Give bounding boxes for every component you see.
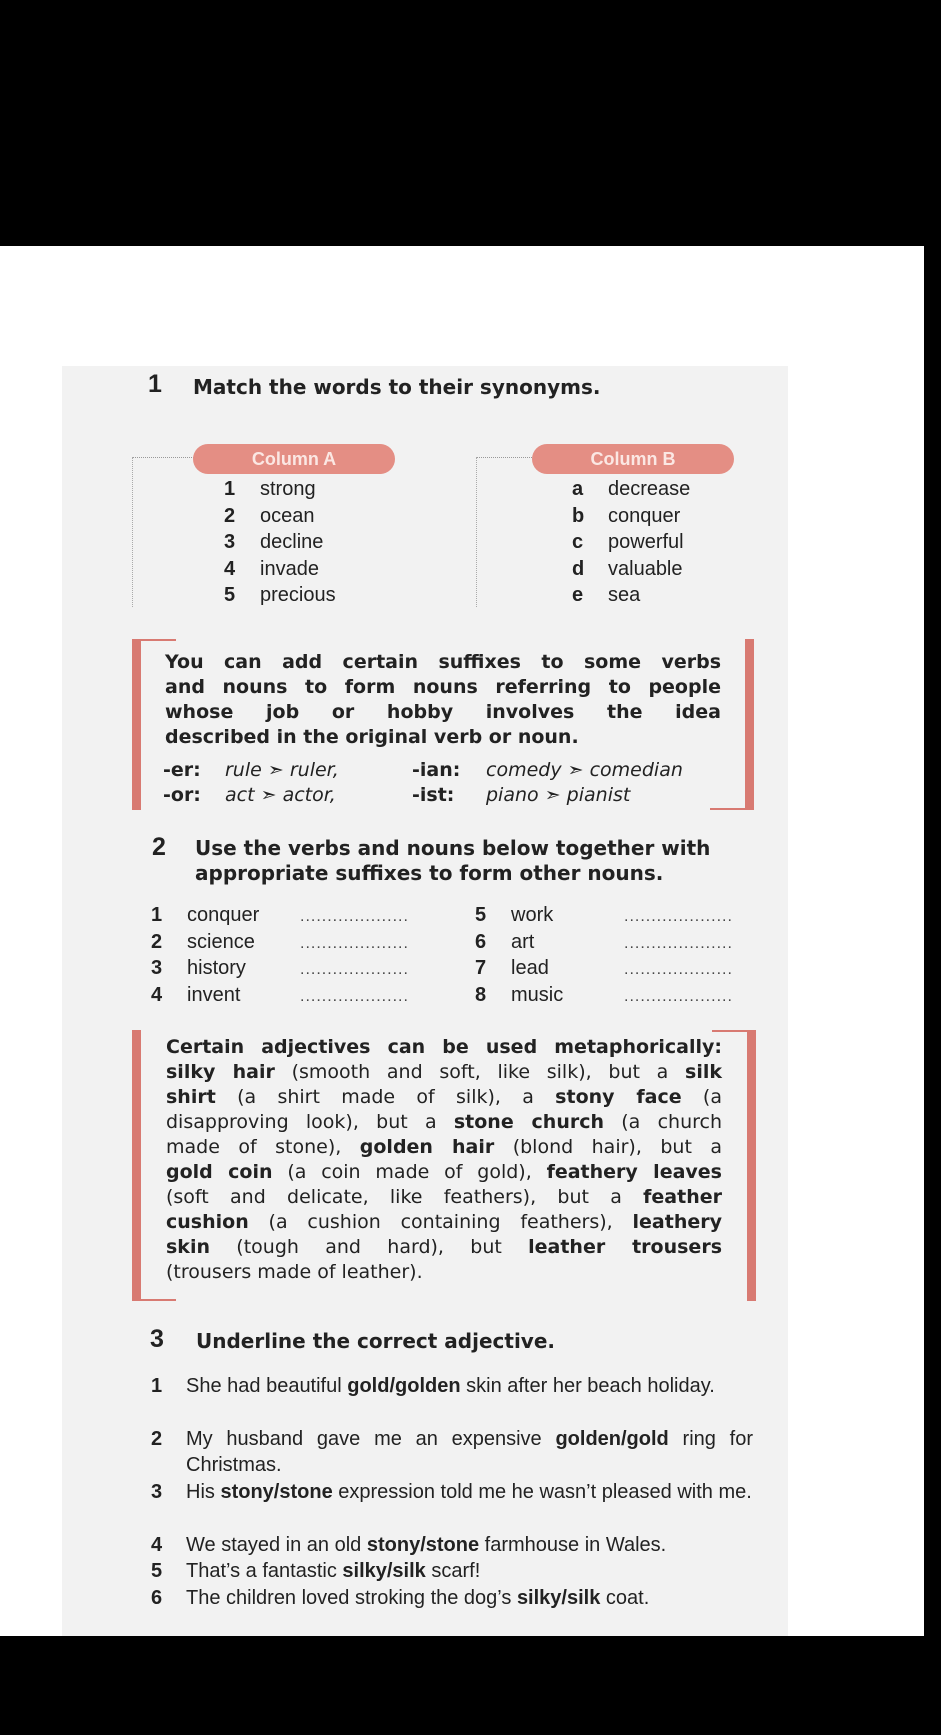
sentence-text [186, 1479, 753, 1505]
answer-blank: .................... [624, 934, 733, 952]
example-word: actor, [282, 784, 336, 806]
item-number: 1 [151, 904, 163, 926]
plain-text: disapproving look), but a [166, 1111, 454, 1133]
bold-term: feathery leaves [546, 1161, 722, 1183]
exercise-2-title-line1: Use the verbs and nouns below together with [195, 836, 711, 860]
item-word: powerful [608, 531, 684, 553]
item-letter: c [572, 531, 584, 553]
item-word: science [187, 930, 255, 953]
sentence-item [151, 1373, 753, 1427]
item-number: 6 [475, 930, 487, 953]
item-word: conquer [187, 904, 260, 926]
word-row [475, 956, 755, 980]
arrow-icon: ➣ [544, 784, 561, 806]
example-word: rule [225, 759, 262, 781]
column-b-rule [476, 457, 532, 458]
suffix-example-row [412, 783, 630, 808]
suffix-example-row [163, 758, 352, 783]
item-number: 1 [224, 478, 236, 500]
arrow-icon: ➣ [260, 784, 277, 806]
plain-text: coat. [600, 1587, 650, 1609]
box-corner-tick [141, 639, 176, 641]
bold-term: silk [685, 1061, 723, 1083]
example-word: comedian [589, 759, 683, 781]
column-a-item [224, 557, 424, 581]
adjective-choice: silky/silk [516, 1587, 601, 1609]
box-corner-tick [141, 1299, 176, 1301]
plain-text: (blond hair), but a [494, 1136, 722, 1158]
adjective-choice: stony/stone [220, 1481, 333, 1503]
word-row [475, 903, 755, 927]
item-number: 7 [475, 957, 487, 979]
suffix-ist: -ist: [412, 784, 455, 806]
example-word: pianist [566, 784, 631, 806]
example-word: act [225, 784, 255, 806]
box-left-bar [132, 639, 141, 810]
plain-text: (soft and delicate, like feathers), but a [166, 1186, 644, 1208]
plain-text: skin after her beach holiday. [460, 1375, 715, 1397]
plain-text: The children loved stroking the dog’s [186, 1587, 517, 1609]
answer-blank: .................... [300, 934, 409, 952]
item-number: 1 [151, 1375, 163, 1397]
info-line [166, 1035, 722, 1060]
column-a-item [224, 477, 424, 501]
sentence-text [186, 1373, 753, 1399]
info-line [166, 1060, 722, 1085]
column-a-item [224, 504, 424, 528]
bold-term: golden hair [359, 1136, 495, 1158]
answer-blank: .................... [300, 908, 409, 925]
column-b-item [572, 477, 752, 501]
column-a-item [224, 530, 424, 554]
box-left-bar [132, 1030, 141, 1301]
item-word: lead [511, 957, 549, 979]
word-row [151, 956, 431, 980]
sentence-text [186, 1426, 753, 1478]
plain-text: ring for Christmas. [186, 1428, 753, 1476]
column-b-item [572, 583, 752, 607]
word-row [151, 983, 431, 1007]
exercise-1-number: 1 [148, 370, 162, 398]
item-number: 5 [151, 1560, 163, 1582]
item-letter: e [572, 584, 584, 606]
plain-text: (a shirt made of silk), a [215, 1086, 556, 1108]
answer-blank: .................... [624, 987, 733, 1005]
arrow-icon: ➣ [567, 759, 584, 781]
item-number: 3 [151, 957, 163, 979]
bold-term: leathery [632, 1211, 722, 1233]
item-number: 2 [151, 1428, 163, 1450]
answer-blank: .................... [300, 987, 409, 1005]
column-b-rule-vertical [476, 457, 477, 607]
adjective-choice: golden/gold [555, 1428, 669, 1450]
plain-text: His [186, 1481, 221, 1503]
info-line [166, 1135, 722, 1160]
sentence-item [151, 1479, 753, 1533]
item-number: 2 [224, 504, 236, 527]
info-line: whose job or hobby involves the idea [165, 701, 721, 723]
item-number: 3 [151, 1481, 163, 1503]
box-right-bar [745, 639, 754, 810]
bold-term: leather trousers [528, 1236, 722, 1258]
item-number: 8 [475, 983, 487, 1006]
box-corner-tick [710, 808, 745, 810]
column-b-item [572, 504, 752, 528]
item-word: invade [260, 557, 319, 580]
plain-text: We stayed in an old [186, 1534, 367, 1556]
suffix-er: -er: [163, 759, 201, 781]
item-word: history [187, 957, 246, 979]
item-word: valuable [608, 557, 683, 580]
sentence-item [151, 1585, 753, 1639]
item-letter: a [572, 478, 584, 500]
info-line [166, 1110, 722, 1135]
info-line [166, 1085, 722, 1110]
exercise-2-number: 2 [152, 833, 166, 861]
word-row [475, 930, 755, 954]
info-line: You can add certain suffixes to some verbs [165, 651, 721, 673]
bold-term: Certain adjectives can be used metaphorically: [166, 1036, 722, 1058]
bold-term: stone church [453, 1111, 605, 1133]
plain-text: made of stone), [166, 1136, 360, 1158]
info-line [166, 1185, 722, 1210]
plain-text: expression told me he wasn’t pleased with me. [332, 1481, 752, 1503]
item-number: 5 [475, 904, 487, 926]
sentence-item [151, 1426, 753, 1480]
suffix-example-row [163, 783, 336, 808]
example-word: ruler, [289, 759, 339, 781]
item-number: 6 [151, 1587, 163, 1609]
item-word: decrease [608, 478, 691, 500]
column-b-item [572, 530, 752, 554]
metaphor-info-text [166, 1035, 722, 1285]
answer-blank: .................... [624, 908, 733, 925]
plain-text: (smooth and soft, like silk), but a [274, 1061, 686, 1083]
item-number: 2 [151, 930, 163, 953]
box-right-bar [747, 1030, 756, 1301]
suffix-example-row [412, 758, 683, 783]
plain-text: She had beautiful [186, 1375, 348, 1397]
exercise-3-number: 3 [150, 1325, 164, 1353]
bold-term: shirt [166, 1086, 216, 1108]
column-a-heading: Column A [193, 444, 395, 474]
item-word: conquer [608, 504, 681, 527]
item-word: precious [260, 584, 336, 606]
exercise-1-title: Match the words to their synonyms. [193, 375, 601, 399]
suffix-info-text [165, 650, 721, 750]
item-word: invent [187, 983, 241, 1006]
item-number: 3 [224, 531, 236, 553]
suffix-ian: -ian: [412, 759, 461, 781]
plain-text: (tough and hard), but [209, 1236, 529, 1258]
plain-text: (trousers made of leather). [166, 1261, 423, 1283]
item-number: 5 [224, 584, 236, 606]
item-number: 4 [151, 983, 163, 1006]
item-word: work [511, 904, 554, 926]
info-line: and nouns to form nouns referring to people [165, 676, 721, 698]
info-line [166, 1160, 722, 1185]
word-row [151, 903, 431, 927]
bold-term: silky hair [166, 1061, 275, 1083]
column-a-rule-vertical [132, 457, 133, 607]
bold-term: feather [643, 1186, 722, 1208]
item-letter: d [572, 557, 585, 580]
plain-text: (a [681, 1086, 722, 1108]
answer-blank: .................... [300, 961, 409, 978]
example-word: comedy [486, 759, 562, 781]
item-word: strong [260, 478, 316, 500]
exercise-2-title-line2: appropriate suffixes to form other nouns. [195, 861, 664, 885]
plain-text: (a cushion containing feathers), [248, 1211, 633, 1233]
item-word: sea [608, 584, 641, 606]
sentence-text [186, 1585, 753, 1611]
exercise-3-title: Underline the correct adjective. [196, 1329, 555, 1353]
item-word: ocean [260, 504, 315, 527]
word-row [475, 983, 755, 1007]
item-word: decline [260, 531, 324, 553]
adjective-choice: gold/golden [347, 1375, 461, 1397]
suffix-or: -or: [163, 784, 201, 806]
sentence-text [186, 1558, 753, 1584]
example-word: piano [486, 784, 539, 806]
bold-term: gold coin [166, 1161, 273, 1183]
info-line [166, 1260, 722, 1285]
sentence-text [186, 1532, 753, 1558]
info-line [166, 1210, 722, 1235]
plain-text: (a coin made of gold), [272, 1161, 547, 1183]
adjective-choice: silky/silk [342, 1560, 426, 1582]
info-line [166, 1235, 722, 1260]
column-a-rule [132, 457, 194, 458]
plain-text: scarf! [425, 1560, 481, 1582]
item-number: 4 [224, 557, 236, 580]
adjective-choice: stony/stone [366, 1534, 480, 1556]
plain-text: (a church [604, 1111, 722, 1133]
info-line: described in the original verb or noun. [165, 726, 579, 748]
item-word: art [511, 930, 535, 953]
column-b-item [572, 557, 752, 581]
word-row [151, 930, 431, 954]
arrow-icon: ➣ [267, 759, 284, 781]
column-b-heading: Column B [532, 444, 734, 474]
item-word: music [511, 983, 564, 1006]
plain-text: That’s a fantastic [186, 1560, 343, 1582]
box-corner-tick [712, 1030, 747, 1032]
column-a-item [224, 583, 424, 607]
plain-text: farmhouse in Wales. [479, 1534, 667, 1556]
item-number: 4 [151, 1534, 163, 1556]
item-letter: b [572, 504, 585, 527]
bold-term: stony face [555, 1086, 682, 1108]
plain-text: My husband gave me an expensive [186, 1428, 556, 1450]
bold-term: skin [166, 1236, 210, 1258]
bold-term: cushion [166, 1211, 249, 1233]
answer-blank: .................... [624, 961, 733, 978]
